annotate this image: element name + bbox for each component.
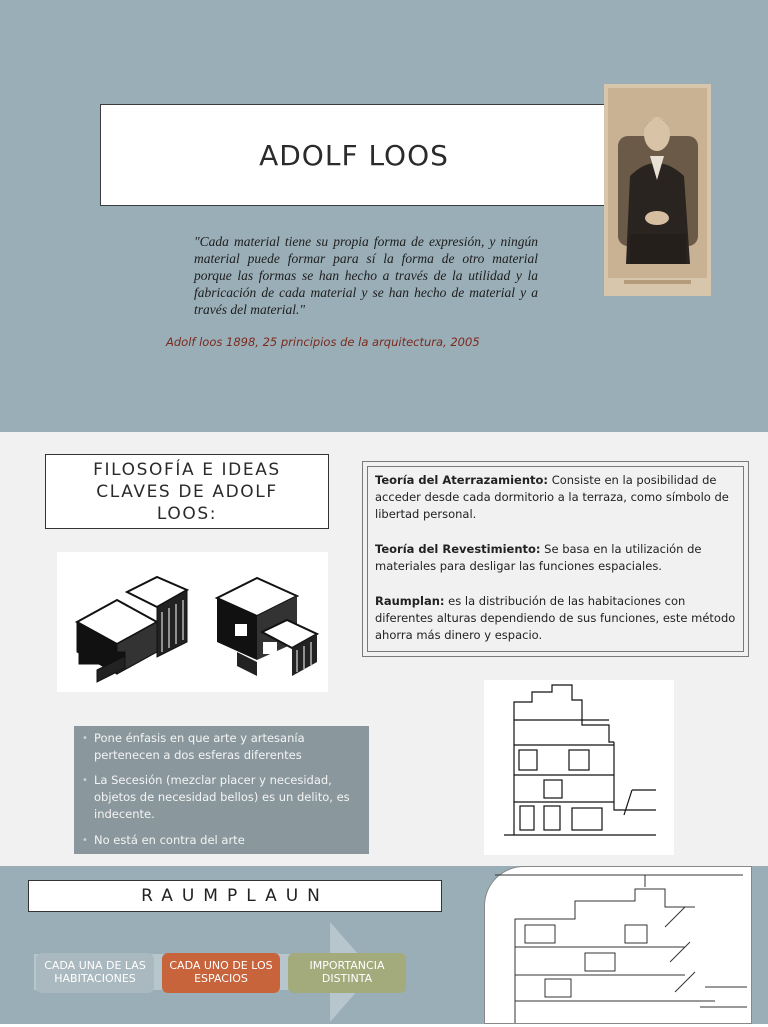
theories-box: [362, 461, 749, 657]
step-importance: [288, 953, 406, 993]
theory-text: Se basa en la utilización de materiales para desligar las funciones espaciales.: [375, 542, 702, 573]
philosophy-title-box: [45, 454, 329, 529]
portrait-photo: [604, 84, 711, 296]
step-label: CADA UNO DE LOS: [169, 959, 273, 972]
header-section: [0, 0, 768, 432]
theory-text: Consiste en la posibilidad de acceder desde cada dormitorio a la terraza, como símbolo de libertad personal.: [375, 473, 729, 521]
philosophy-title-line: CLAVES DE ADOLF: [96, 482, 278, 502]
list-item: • Pone énfasis en que arte y artesanía pertenecen a dos esferas diferentes: [94, 730, 359, 764]
raumplan-title: RAUMPLAUN: [141, 886, 329, 906]
quote-citation: Adolf loos 1898, 25 principios de la arquitectura, 2005: [166, 335, 480, 349]
theory-terracing: [375, 472, 739, 523]
loos-quote: "Cada material tiene su propia forma de expresión, y ningún material puede formar para sí la forma de otro material porque las formas se han hecho a través de la utilidad y la fabricación de cada material y se han hecho de material y a través del material.": [194, 234, 538, 317]
philosophy-title-line: FILOSOFÍA E IDEAS: [93, 460, 281, 480]
building-section-drawing: [484, 680, 674, 855]
step-label: HABITACIONES: [54, 972, 136, 985]
theory-text: es la distribución de las habitaciones con diferentes alturas dependiendo de sus funciones, este método ahorra más dinero y espacio.: [375, 594, 736, 642]
ideas-bullet-list: [74, 726, 369, 854]
raumplan-title-box: [28, 880, 442, 912]
theory-term: Teoría del Aterrazamiento:: [375, 473, 549, 487]
theory-term: Teoría del Revestimiento:: [375, 542, 541, 556]
step-label: DISTINTA: [321, 972, 373, 985]
theory-cladding: [375, 541, 739, 575]
step-label: ESPACIOS: [194, 972, 248, 985]
step-rooms: [36, 953, 154, 993]
title-box: [100, 104, 608, 206]
raumplan-section-drawing: [484, 866, 752, 1024]
step-label: IMPORTANCIA: [309, 959, 385, 972]
philosophy-title-line: LOOS:: [156, 504, 218, 524]
list-item: • No está en contra del arte: [94, 832, 359, 849]
list-item: • La Secesión (mezclar placer y necesidad, objetos de necesidad bellos) es un delito, es indecente.: [94, 772, 359, 823]
step-label: CADA UNA DE LAS: [44, 959, 146, 972]
philosophy-title: [46, 459, 328, 525]
page-title: ADOLF LOOS: [259, 139, 449, 172]
theory-raumplan: [375, 593, 739, 644]
theory-term: Raumplan:: [375, 594, 445, 608]
step-spaces: [162, 953, 280, 993]
isometric-models-image: [57, 552, 328, 692]
